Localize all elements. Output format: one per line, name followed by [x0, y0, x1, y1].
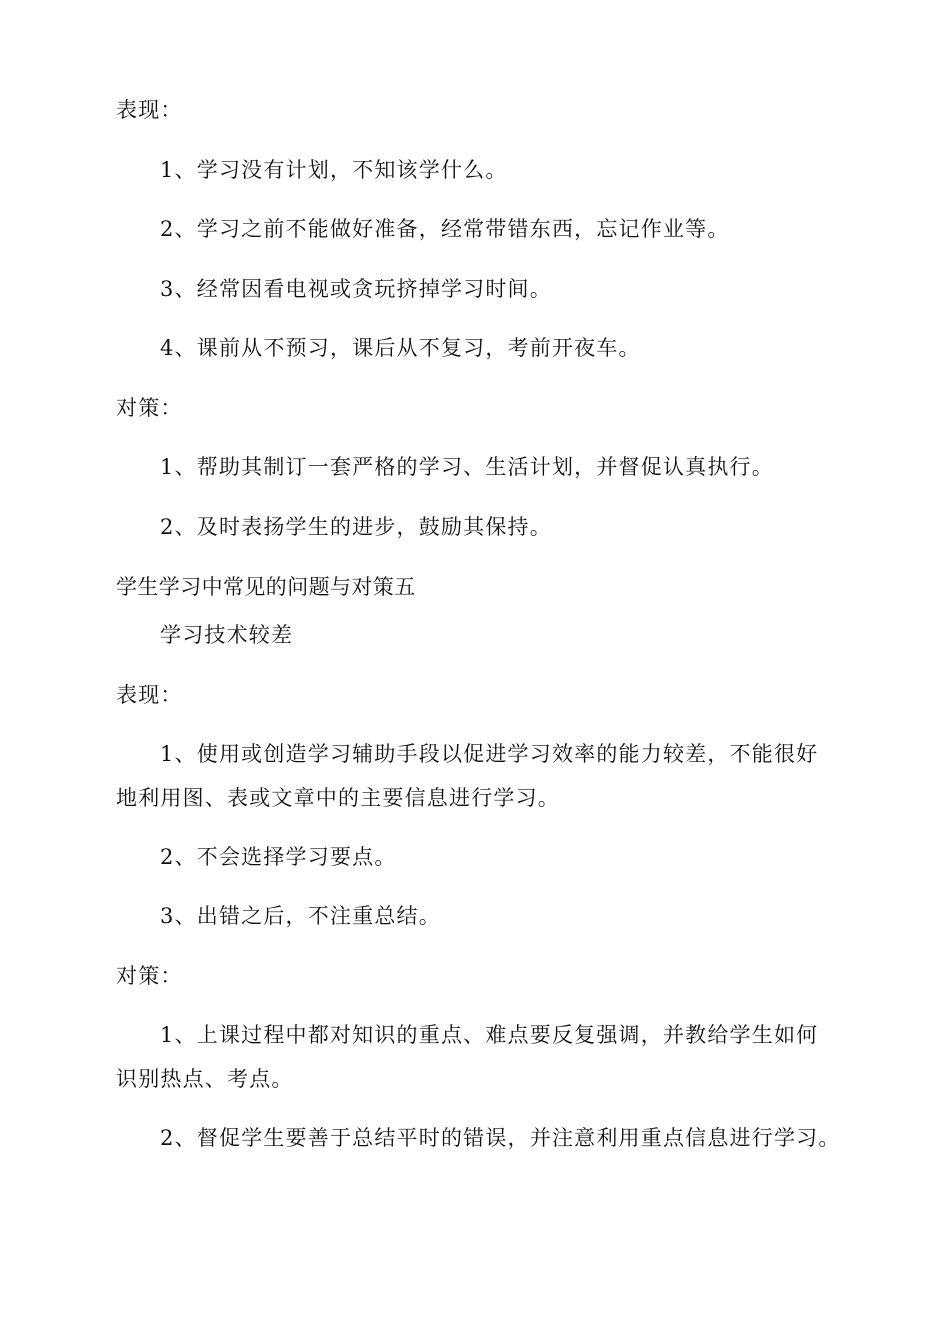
paragraph-item: 1、使用或创造学习辅助手段以促进学习效率的能力较差，不能很好	[160, 742, 819, 766]
subheading: 学习技术较差	[160, 623, 294, 647]
section-label-countermeasure: 对策：	[116, 396, 183, 420]
paragraph-item: 2、督促学生要善于总结平时的错误，并注意利用重点信息进行学习。	[160, 1126, 841, 1150]
section-label-countermeasure: 对策：	[116, 964, 183, 988]
section-heading: 学生学习中常见的问题与对策五	[116, 575, 416, 599]
paragraph-item: 1、上课过程中都对知识的重点、难点要反复强调，并教给学生如何	[160, 1023, 819, 1047]
paragraph-continuation: 地利用图、表或文章中的主要信息进行学习。	[116, 786, 560, 810]
paragraph-item: 2、及时表扬学生的进步，鼓励其保持。	[160, 515, 552, 539]
paragraph-continuation: 识别热点、考点。	[116, 1067, 294, 1091]
paragraph-item: 2、学习之前不能做好准备，经常带错东西，忘记作业等。	[160, 217, 730, 241]
paragraph-item: 1、帮助其制订一套严格的学习、生活计划，并督促认真执行。	[160, 455, 774, 479]
section-label-performance: 表现：	[116, 98, 183, 122]
paragraph-item: 3、出错之后，不注重总结。	[160, 904, 441, 928]
paragraph-item: 4、课前从不预习，课后从不复习，考前开夜车。	[160, 336, 641, 360]
paragraph-item: 3、经常因看电视或贪玩挤掉学习时间。	[160, 277, 552, 301]
paragraph-item: 1、学习没有计划，不知该学什么。	[160, 158, 508, 182]
paragraph-item: 2、不会选择学习要点。	[160, 845, 397, 869]
section-label-performance: 表现：	[116, 683, 183, 707]
